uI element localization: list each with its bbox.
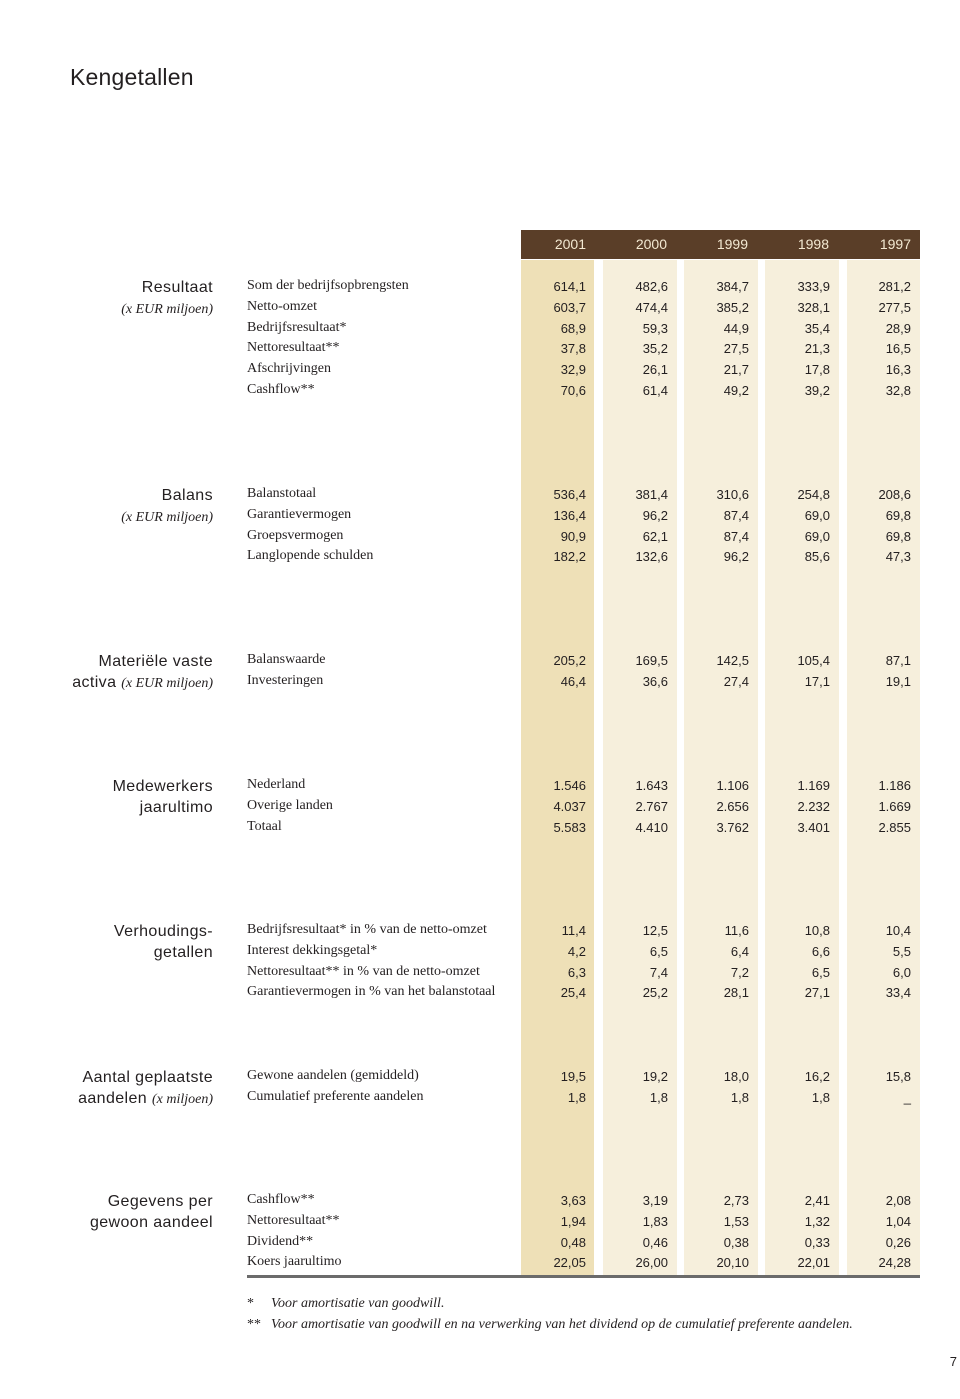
column-band-2001 — [521, 260, 594, 1275]
table-bottom-rule — [247, 1275, 920, 1278]
year-header-cell: 2001 — [554, 236, 586, 252]
table-cell: 169,5 — [635, 653, 668, 668]
row-label: Nederland — [247, 777, 306, 792]
column-band-1997 — [847, 260, 920, 1275]
year-header-cell: 1997 — [879, 236, 911, 252]
section-unit: (x EUR miljoen) — [121, 302, 213, 317]
table-cell: 1,32 — [804, 1213, 830, 1229]
section-label-line — [121, 298, 213, 320]
table-cell: 15,8 — [885, 1069, 911, 1084]
table-cell: 5,5 — [892, 943, 911, 959]
table-cell: 2.767 — [635, 798, 668, 814]
section-unit: (x EUR miljoen) — [121, 510, 213, 525]
table-cell: 310,6 — [716, 487, 749, 502]
table-cell: 16,3 — [885, 362, 911, 378]
footnote-mark: * — [247, 1296, 254, 1311]
table-cell: 3.401 — [797, 819, 830, 835]
table-cell: 3.762 — [716, 819, 749, 835]
table-cell: 25,2 — [642, 985, 668, 1001]
table-cell: 536,4 — [553, 487, 586, 502]
table-cell: 12,5 — [642, 923, 668, 938]
table-cell: 28,1 — [723, 985, 749, 1001]
table-cell: 96,2 — [642, 507, 668, 523]
table-cell: 62,1 — [642, 528, 668, 544]
table-cell: 19,1 — [885, 673, 911, 689]
table-cell: 1.546 — [553, 778, 586, 793]
row-label: Afschrijvingen — [247, 361, 331, 377]
table-cell: 22,01 — [797, 1255, 830, 1271]
footnote-mark: ** — [247, 1317, 261, 1332]
table-cell: 6,5 — [811, 964, 830, 980]
table-cell: 2,73 — [723, 1193, 749, 1208]
year-header-cell: 1998 — [797, 236, 829, 252]
table-cell: 35,4 — [804, 320, 830, 336]
table-cell: 36,6 — [642, 673, 668, 689]
row-label: Interest dekkingsgetal* — [247, 942, 378, 958]
footnote — [247, 1296, 444, 1312]
row-label: Nettoresultaat** — [247, 1212, 340, 1228]
section-title: Verhoudings- — [113, 923, 213, 940]
table-cell: 1.643 — [635, 778, 668, 793]
year-header-cell: 1999 — [716, 236, 748, 252]
row-label: Garantievermogen — [247, 506, 352, 522]
table-cell: 26,1 — [642, 362, 668, 378]
table-cell: 16,5 — [885, 341, 911, 357]
table-cell: 1,83 — [642, 1213, 668, 1229]
table-cell: 87,4 — [723, 507, 749, 523]
table-cell: 1.669 — [878, 798, 911, 814]
section-label-line — [78, 1067, 213, 1088]
table-cell: _ — [903, 1089, 911, 1105]
table-cell: 20,10 — [716, 1255, 749, 1271]
section-title: jaarultimo — [139, 799, 213, 816]
table-cell: 1,04 — [885, 1213, 911, 1229]
section-label-line — [121, 277, 213, 298]
section-label — [90, 1191, 213, 1233]
section-label-line — [114, 921, 213, 942]
section-title: Aantal geplaatste — [82, 1069, 213, 1086]
row-label: Gewone aandelen (gemiddeld) — [247, 1068, 419, 1083]
section-title: Medewerkers — [112, 778, 213, 795]
table-cell: 0,38 — [723, 1234, 749, 1250]
table-cell: 70,6 — [560, 383, 586, 398]
section-label — [78, 1067, 213, 1110]
section-label-line — [72, 651, 213, 672]
table-cell: 68,9 — [560, 320, 586, 336]
section-label-line — [113, 797, 213, 818]
table-cell: 19,5 — [560, 1069, 586, 1084]
section-title: aandelen — [78, 1090, 148, 1107]
section-title: Materiële vaste — [98, 653, 213, 670]
table-cell: 208,6 — [878, 487, 911, 502]
table-cell: 4.037 — [553, 798, 586, 814]
table-cell: 35,2 — [642, 341, 668, 357]
table-cell: 44,9 — [723, 320, 749, 336]
table-cell: 4.410 — [635, 819, 668, 835]
table-cell: 474,4 — [635, 299, 668, 315]
table-cell: 4,2 — [567, 943, 586, 959]
table-cell: 1.169 — [797, 778, 830, 793]
year-header — [521, 230, 920, 259]
section-label-line — [90, 1191, 213, 1212]
row-label: Balanstotaal — [247, 486, 317, 501]
table-cell: 1,8 — [811, 1089, 830, 1105]
row-label: Totaal — [247, 818, 282, 834]
table-cell: 3,63 — [560, 1193, 586, 1208]
row-label: Investeringen — [247, 672, 324, 688]
section-label-line — [72, 672, 213, 694]
section-label-line — [90, 1212, 213, 1233]
table-cell: 24,28 — [878, 1255, 911, 1271]
table-cell: 11,6 — [724, 923, 749, 938]
table-cell: 69,8 — [885, 528, 911, 544]
row-label: Koers jaarultimo — [247, 1254, 342, 1270]
section-label-line — [114, 942, 213, 963]
table-cell: 1,8 — [567, 1089, 586, 1105]
row-label: Langlopende schulden — [247, 548, 374, 564]
table-cell: 69,0 — [804, 528, 830, 544]
year-header-cell: 2000 — [635, 236, 667, 252]
table-cell: 90,9 — [560, 528, 586, 544]
table-cell: 132,6 — [635, 549, 668, 565]
row-label: Cashflow** — [247, 1192, 315, 1207]
column-band-1998 — [765, 260, 839, 1275]
table-cell: 19,2 — [642, 1069, 668, 1084]
row-label: Cumulatief preferente aandelen — [247, 1088, 424, 1104]
table-cell: 17,1 — [804, 673, 830, 689]
table-cell: 385,2 — [716, 299, 749, 315]
table-cell: 10,4 — [885, 923, 911, 938]
row-label: Dividend** — [247, 1233, 314, 1249]
section-label — [113, 776, 213, 818]
section-title: Gegevens per — [107, 1193, 213, 1210]
table-cell: 32,8 — [885, 383, 911, 398]
table-cell: 87,1 — [885, 653, 911, 668]
table-cell: 21,3 — [804, 341, 830, 357]
row-label: Garantievermogen in % van het balanstotaal — [247, 984, 496, 1000]
row-label: Bedrijfsresultaat* in % van de netto-omzet — [247, 922, 487, 937]
table-cell: 46,4 — [560, 673, 586, 689]
table-cell: 85,6 — [804, 549, 830, 565]
table-cell: 136,4 — [553, 507, 586, 523]
table-cell: 10,8 — [804, 923, 830, 938]
section-label — [114, 921, 213, 963]
table-cell: 69,8 — [885, 507, 911, 523]
table-cell: 1,8 — [730, 1089, 749, 1105]
section-title: getallen — [153, 944, 213, 961]
table-cell: 6,3 — [567, 964, 586, 980]
table-cell: 5.583 — [553, 819, 586, 835]
column-band-1999 — [684, 260, 758, 1275]
row-label: Overige landen — [247, 797, 333, 813]
table-cell: 39,2 — [804, 383, 830, 398]
table-cell: 277,5 — [878, 299, 911, 315]
table-cell: 205,2 — [553, 653, 586, 668]
table-cell: 69,0 — [804, 507, 830, 523]
section-title: activa — [72, 674, 117, 691]
row-label: Nettoresultaat** in % van de netto-omzet — [247, 963, 480, 979]
footnote-text: Voor amortisatie van goodwill. — [271, 1296, 445, 1311]
table-cell: 59,3 — [642, 320, 668, 336]
table-cell: 27,5 — [723, 341, 749, 357]
table-cell: 16,2 — [804, 1069, 830, 1084]
section-unit: (x miljoen) — [151, 1092, 213, 1107]
table-cell: 17,8 — [804, 362, 830, 378]
table-cell: 281,2 — [878, 279, 911, 294]
table-cell: 1,94 — [560, 1213, 586, 1229]
table-cell: 7,4 — [649, 964, 668, 980]
table-cell: 33,4 — [885, 985, 911, 1001]
table-cell: 254,8 — [797, 487, 830, 502]
table-cell: 87,4 — [723, 528, 749, 544]
row-label: Nettoresultaat** — [247, 340, 340, 356]
table-cell: 22,05 — [553, 1255, 586, 1271]
table-cell: 18,0 — [723, 1069, 749, 1084]
table-cell: 6,5 — [649, 943, 668, 959]
section-label — [121, 485, 213, 528]
table-cell: 1,53 — [723, 1213, 749, 1229]
table-cell: 0,48 — [560, 1234, 586, 1250]
table-cell: 1.186 — [878, 778, 911, 793]
table-cell: 11,4 — [561, 923, 586, 938]
table-cell: 7,2 — [730, 964, 749, 980]
table-cell: 603,7 — [553, 299, 586, 315]
page-number: 7 — [949, 1354, 957, 1369]
footnote-text: Voor amortisatie van goodwill en na verwerking van het dividend op de cumulatief preferente aandelen. — [271, 1317, 853, 1332]
row-label: Som der bedrijfsopbrengsten — [247, 278, 409, 293]
table-cell: 28,9 — [885, 320, 911, 336]
section-label — [72, 651, 213, 694]
section-unit: (x EUR miljoen) — [121, 676, 213, 691]
table-cell: 47,3 — [885, 549, 911, 565]
table-cell: 482,6 — [635, 279, 668, 294]
table-cell: 25,4 — [560, 985, 586, 1001]
section-label-line — [121, 485, 213, 506]
table-cell: 6,4 — [730, 943, 749, 959]
section-label-line — [78, 1088, 213, 1110]
table-cell: 27,4 — [723, 673, 749, 689]
table-cell: 6,0 — [892, 964, 911, 980]
table-cell: 384,7 — [716, 279, 749, 294]
table-cell: 2.232 — [797, 798, 830, 814]
section-title: Resultaat — [141, 279, 213, 296]
table-cell: 21,7 — [723, 362, 749, 378]
table-cell: 182,2 — [553, 549, 586, 565]
table-cell: 6,6 — [811, 943, 830, 959]
table-cell: 27,1 — [804, 985, 830, 1001]
table-cell: 105,4 — [797, 653, 830, 668]
table-cell: 142,5 — [716, 653, 749, 668]
table-cell: 333,9 — [797, 279, 830, 294]
table-cell: 2,41 — [804, 1193, 830, 1208]
table-cell: 96,2 — [723, 549, 749, 565]
row-label: Bedrijfsresultaat* — [247, 319, 347, 335]
row-label: Groepsvermogen — [247, 527, 344, 543]
section-label-line — [113, 776, 213, 797]
page-title: Kengetallen — [70, 64, 194, 90]
table-cell: 381,4 — [635, 487, 668, 502]
row-label: Cashflow** — [247, 382, 315, 397]
row-label: Netto-omzet — [247, 298, 317, 314]
section-title: gewoon aandeel — [89, 1214, 213, 1231]
table-cell: 49,2 — [723, 383, 749, 398]
table-cell: 328,1 — [797, 299, 830, 315]
section-title: Balans — [161, 487, 213, 504]
table-cell: 3,19 — [642, 1193, 668, 1208]
table-cell: 0,26 — [885, 1234, 911, 1250]
table-cell: 2.855 — [878, 819, 911, 835]
section-label — [121, 277, 213, 320]
table-cell: 0,33 — [804, 1234, 830, 1250]
footnote — [247, 1317, 853, 1333]
table-cell: 32,9 — [560, 362, 586, 378]
column-band-2000 — [603, 260, 677, 1275]
table-cell: 61,4 — [642, 383, 668, 398]
section-label-line — [121, 506, 213, 528]
table-cell: 614,1 — [553, 279, 586, 294]
table-cell: 0,46 — [642, 1234, 668, 1250]
table-cell: 26,00 — [635, 1255, 668, 1271]
table-cell: 1.106 — [716, 778, 749, 793]
table-cell: 1,8 — [649, 1089, 668, 1105]
table-cell: 2,08 — [885, 1193, 911, 1208]
table-cell: 2.656 — [716, 798, 749, 814]
table-cell: 37,8 — [560, 341, 586, 357]
row-label: Balanswaarde — [247, 652, 326, 667]
